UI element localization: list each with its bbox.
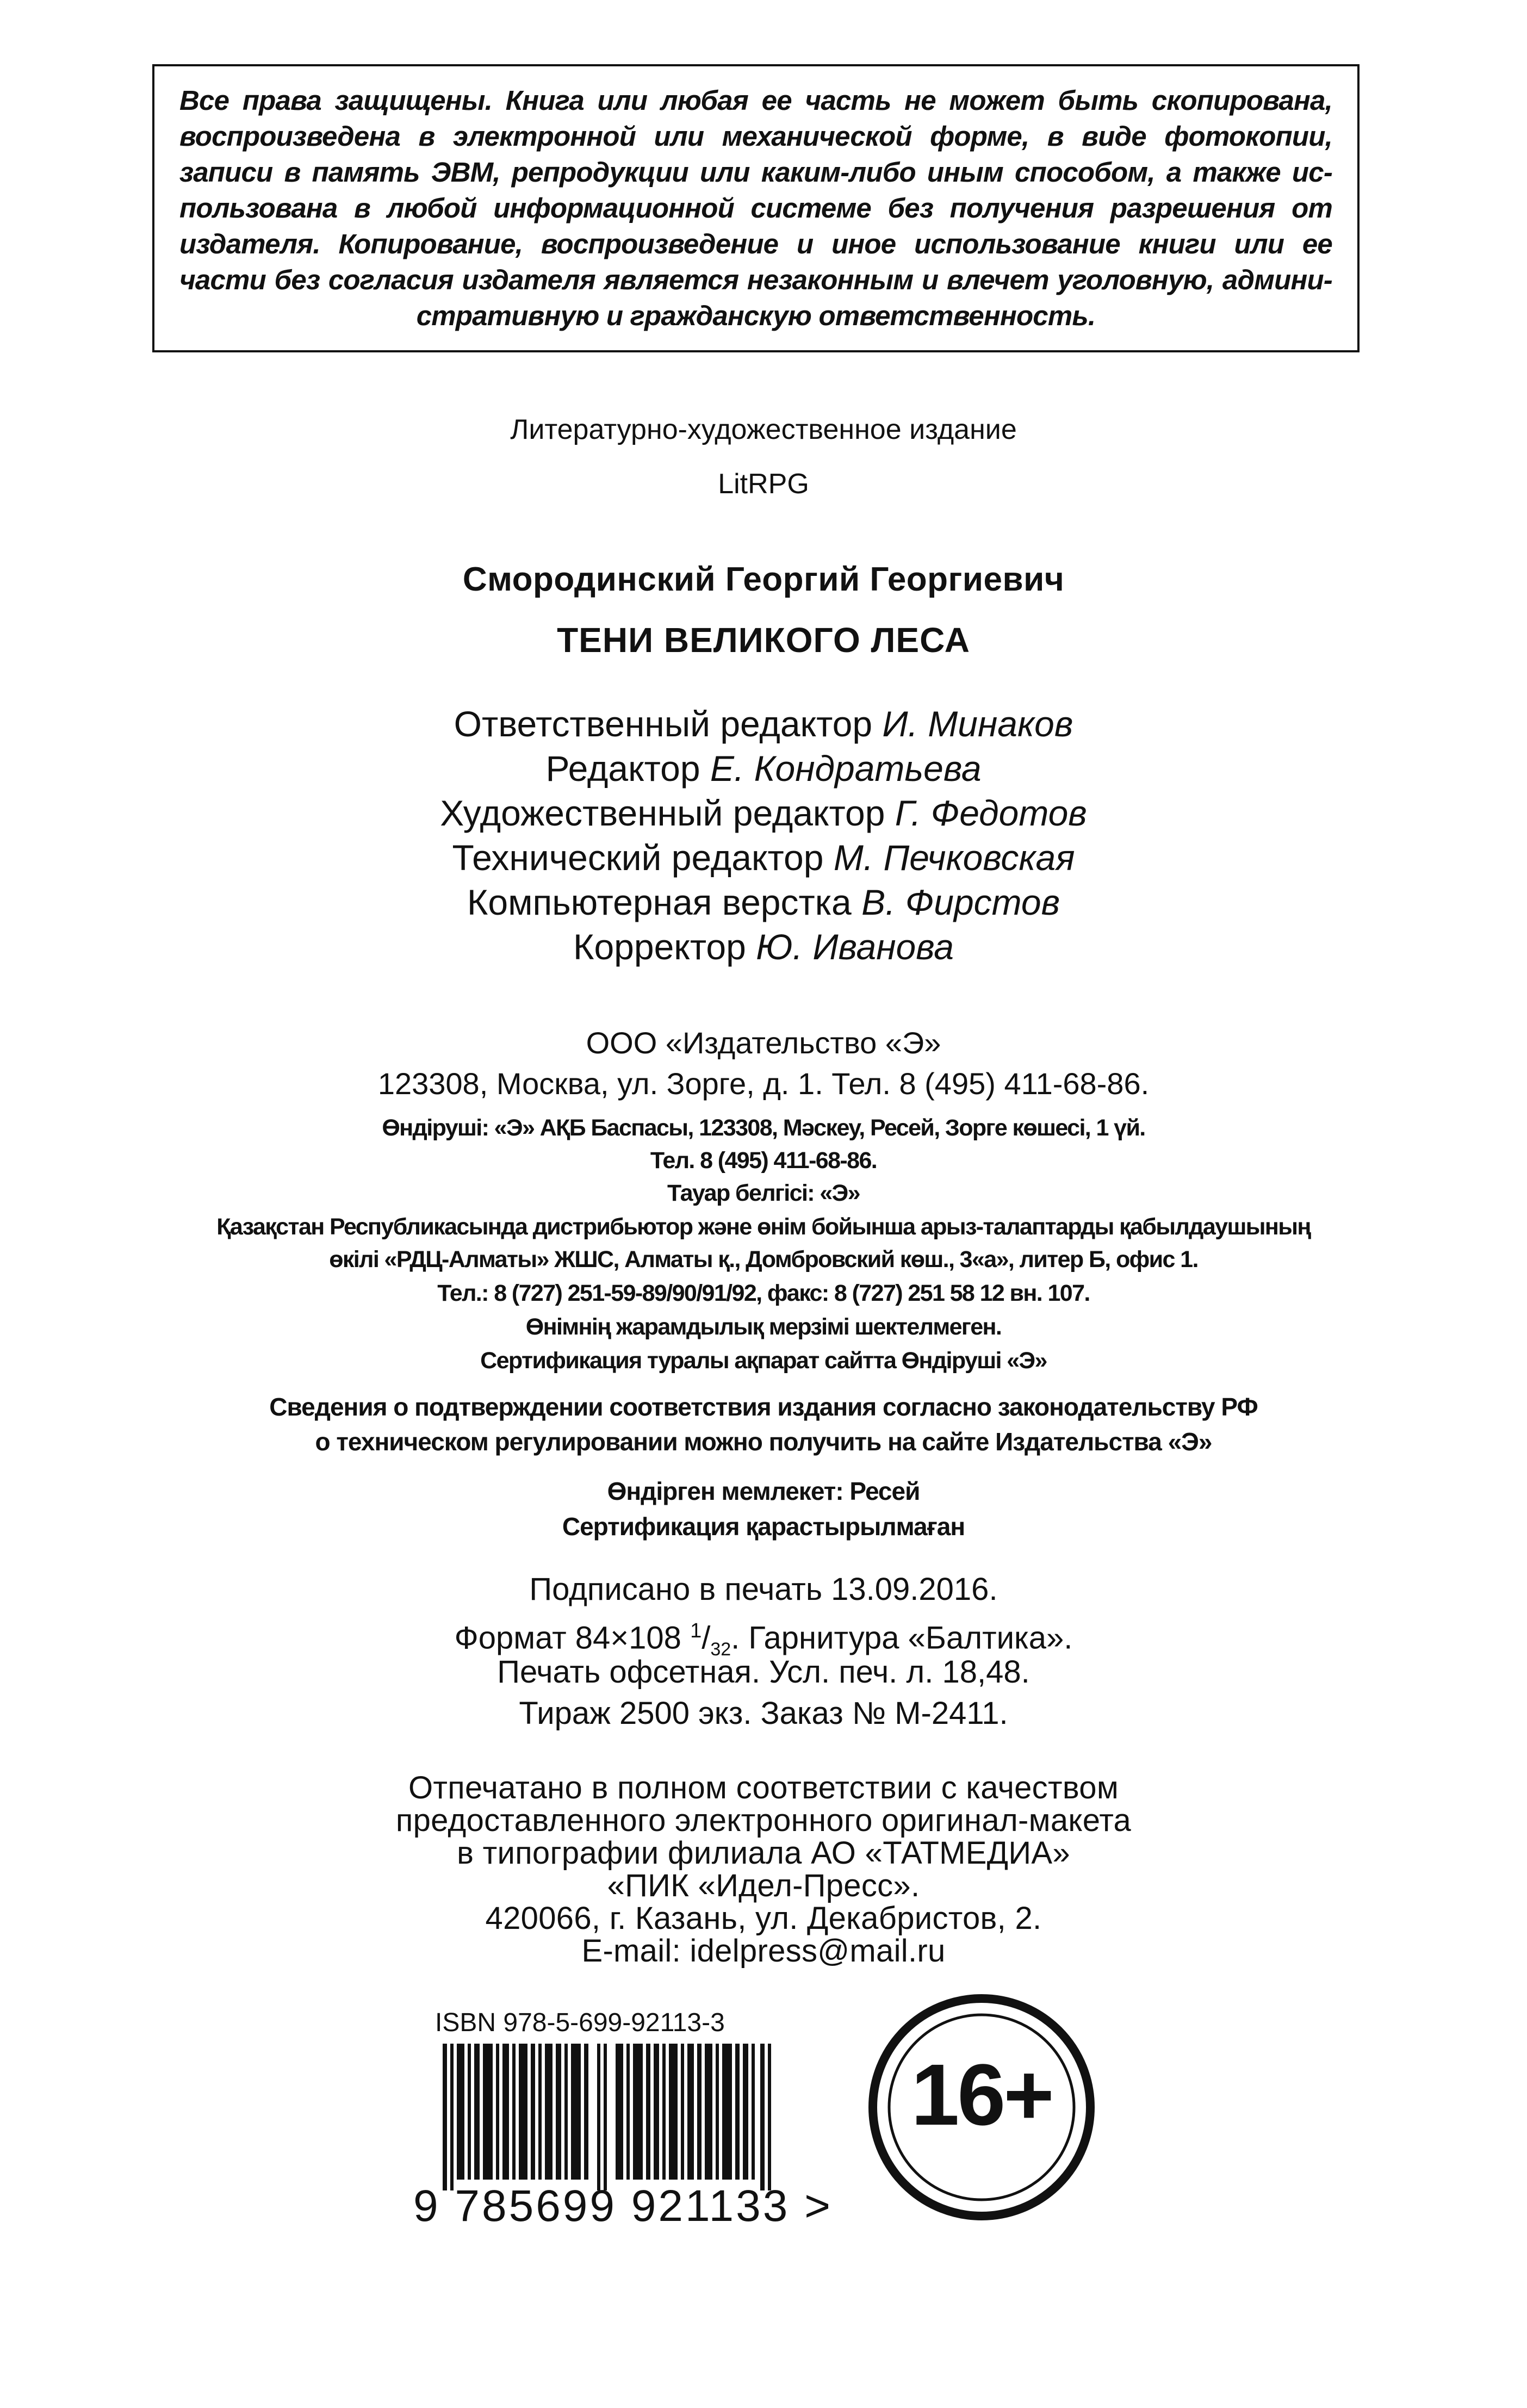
kz-info-line: Қазақстан Республикасында дистрибьютор және өнім бойынша арыз-талаптарды қабылдаушының	[216, 1214, 1311, 1240]
kz-info-line: Тел.: 8 (727) 251-59-89/90/91/92, факс: 8 (727) 251 58 12 вн. 107.	[437, 1280, 1090, 1306]
rights-line: воспроизведена в электронной или механической форме, в виде фотокопии,	[179, 121, 1332, 152]
staff-name: Е. Кондратьева	[710, 748, 982, 789]
printer-line: Отпечатано в полном соответствии с качеством	[408, 1770, 1119, 1805]
staff-role: Технический редактор	[452, 837, 824, 878]
origin-line: Сертификация қарастырылмаған	[562, 1512, 965, 1541]
print-format: Формат 84×108 $^1/_{32}$. Гарнитура «Балтика».	[454, 1619, 1073, 1660]
kz-info-line: Тел. 8 (495) 411-68-86.	[650, 1147, 877, 1174]
staff-line	[0, 746, 1527, 791]
printer-email: E-mail: idelpress@mail.ru	[581, 1933, 946, 1969]
staff-role: Корректор	[573, 927, 746, 967]
printer-line: «ПИК «Идел-Пресс».	[607, 1868, 920, 1903]
print-run: Тираж 2500 экз. Заказ № М-2411.	[519, 1696, 1008, 1731]
print-printing: Печать офсетная. Усл. печ. л. 18,48.	[497, 1654, 1030, 1690]
rights-line: пользована в любой информационной системе без получения разрешения от	[179, 193, 1332, 224]
isbn-text: ISBN 978-5-699-92113-3	[435, 2008, 725, 2037]
rights-line: издателя. Копирование, воспроизведение и иное использование книги или ее	[179, 228, 1332, 259]
author-name: Смородинский Георгий Георгиевич	[462, 561, 1065, 598]
barcode-digits: 9 785699 921133 >	[413, 2181, 833, 2231]
book-title: ТЕНИ ВЕЛИКОГО ЛЕСА	[557, 620, 970, 660]
series-tag: LitRPG	[718, 468, 809, 500]
rights-line: Все права защищены. Книга или любая ее часть не может быть скопирована,	[179, 85, 1332, 116]
genre-label: Литературно-художественное издание	[510, 414, 1017, 445]
print-format-suffix: . Гарнитура «Балтика».	[731, 1620, 1073, 1656]
kz-info-line: Өнімнің жарамдылық мерзімі шектелмеген.	[525, 1314, 1002, 1340]
publisher-address: 123308, Москва, ул. Зорге, д. 1. Тел. 8 (495) 411-68-86.	[377, 1066, 1150, 1101]
format-denominator: 32	[710, 1639, 731, 1660]
kz-info-line: Өндіруші: «Э» АҚБ Баспасы, 123308, Мәскеу, Ресей, Зорге көшесі, 1 үй.	[382, 1115, 1145, 1141]
kz-info-line: өкілі «РДЦ-Алматы» ЖШС, Алматы қ., Домбровский көш., 3«а», литер Б, офис 1.	[329, 1246, 1198, 1273]
staff-name: В. Фирстов	[861, 882, 1060, 922]
staff-name: Ю. Иванова	[756, 927, 954, 967]
staff-line	[0, 924, 1527, 969]
origin-line: Өндірген мемлекет: Ресей	[607, 1477, 920, 1505]
staff-name: М. Печковская	[833, 837, 1075, 878]
staff-name: Г. Федотов	[895, 793, 1087, 833]
printer-line: 420066, г. Казань, ул. Декабристов, 2.	[485, 1901, 1042, 1936]
format-numerator: 1	[690, 1619, 702, 1642]
print-signed: Подписано в печать 13.09.2016.	[529, 1572, 998, 1607]
staff-line	[0, 702, 1527, 746]
rights-notice-box	[152, 64, 1360, 352]
staff-role: Компьютерная верстка	[467, 882, 852, 922]
printer-line: предоставленного электронного оригинал-макета	[395, 1803, 1132, 1838]
kz-info-line: Сертификация туралы ақпарат сайтта Өндіруші «Э»	[480, 1348, 1047, 1374]
rights-line: части без согласия издателя является незаконным и влечет уголовную, админи-	[179, 264, 1332, 295]
staff-line	[0, 880, 1527, 924]
barcode-image	[443, 2044, 780, 2190]
staff-role: Художественный редактор	[440, 793, 885, 833]
kz-info-line: Тауар белгісі: «Э»	[667, 1180, 860, 1206]
age-rating-label: 16+	[911, 2046, 1052, 2143]
staff-role: Ответственный редактор	[454, 704, 873, 744]
publisher-name: ООО «Издательство «Э»	[586, 1026, 941, 1060]
staff-role: Редактор	[545, 748, 700, 789]
staff-name: И. Минаков	[882, 704, 1073, 744]
conformity-line: о техническом регулировании можно получить на сайте Издательства «Э»	[315, 1428, 1212, 1456]
staff-line	[0, 791, 1527, 835]
print-format-prefix: Формат 84×108	[454, 1620, 691, 1656]
conformity-line: Сведения о подтверждении соответствия издания согласно законодательству РФ	[269, 1393, 1258, 1421]
rights-line: стративную и гражданскую ответственность.	[416, 300, 1096, 331]
rights-line: записи в память ЭВМ, репродукции или каким-либо иным способом, а также ис-	[179, 157, 1332, 188]
printer-line: в типографии филиала АО «ТАТМЕДИА»	[457, 1835, 1070, 1871]
staff-line	[0, 835, 1527, 880]
